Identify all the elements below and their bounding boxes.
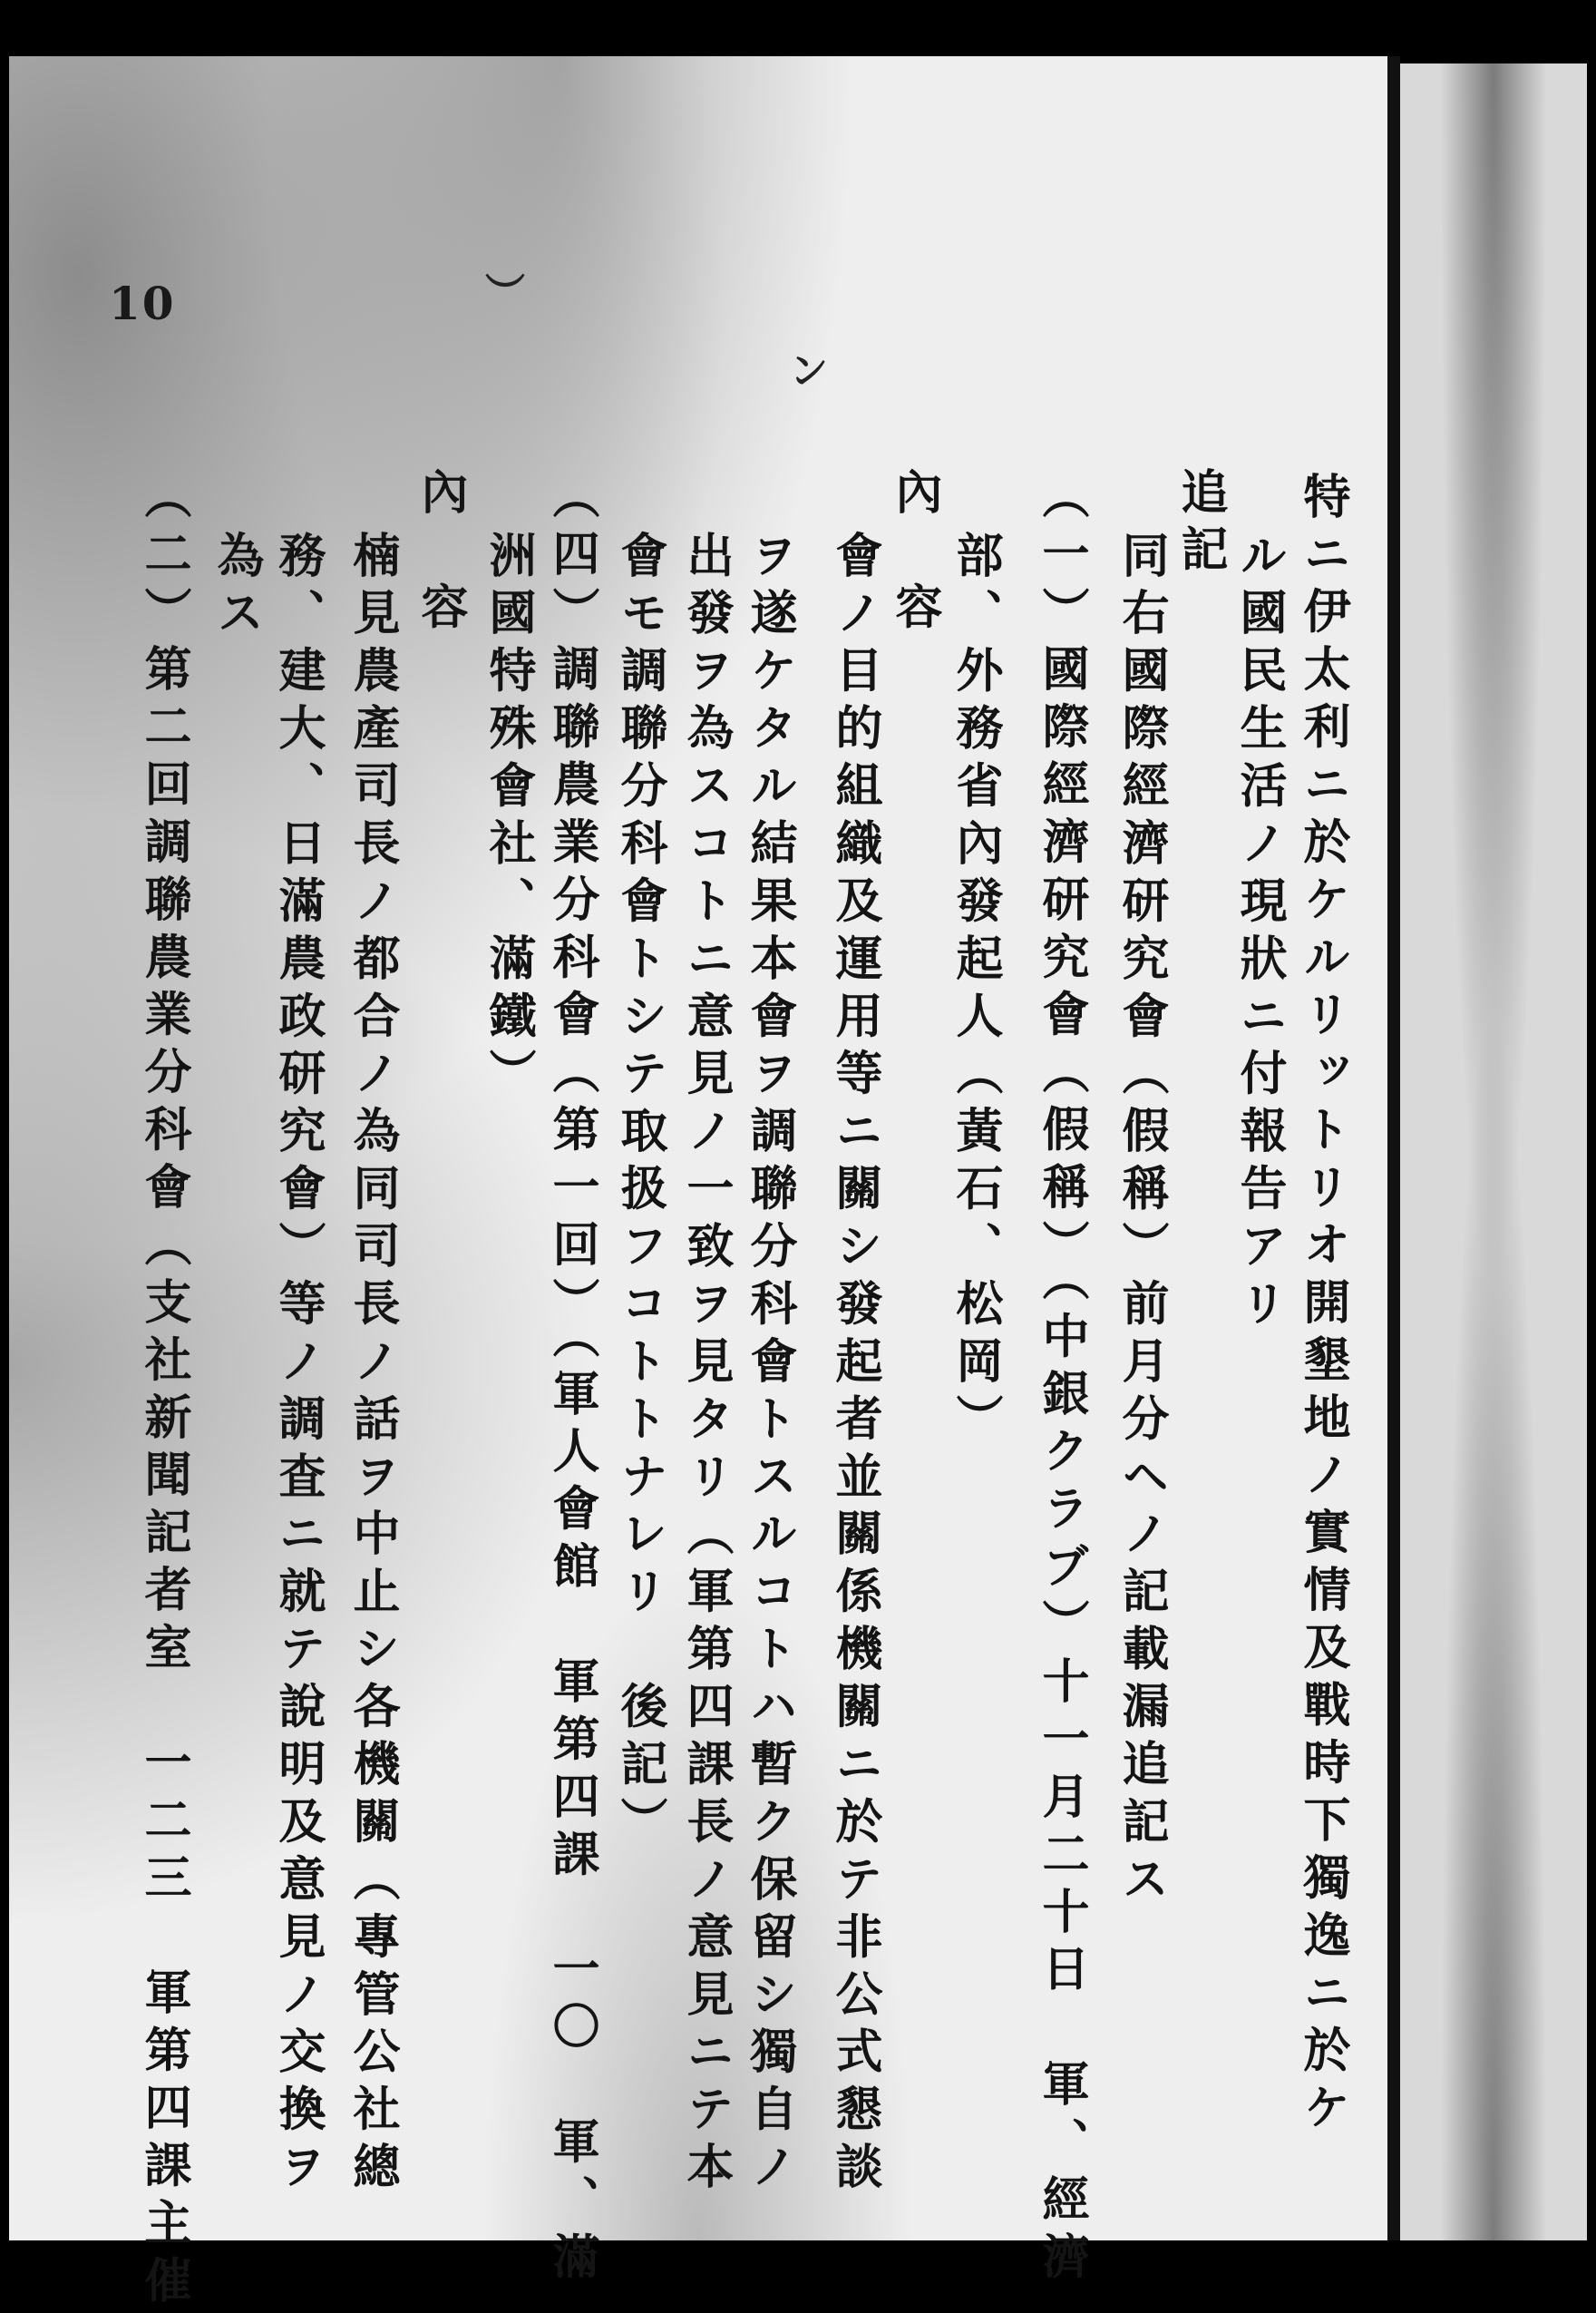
scan-artifact-mark: ） (478, 272, 524, 312)
text-column: （一）國際經濟研究會（假稱）（中銀クラブ）十一月二十日 軍、經濟 (1034, 472, 1089, 2290)
text-column: 內 容 (413, 467, 468, 640)
text-column: 會モ調聯分科會トシテ取扱フコトトナレリ 後記） (612, 531, 667, 1855)
text-column: 追記 (1173, 467, 1228, 582)
text-column: 特ニ伊太利ニ於ケルリットリオ開墾地ノ實情及戰時下獨逸ニ於ケ (1295, 472, 1350, 2141)
text-column: 部、外務省內發起人（黃石、松岡） (948, 531, 1003, 1452)
scan-artifact-mark: ン (782, 349, 828, 389)
text-column: 為ス (209, 531, 264, 646)
text-column: 楠見農產司長ノ都合ノ為同司長ノ話ヲ中止シ各機關（專管公社總 (345, 531, 400, 2200)
text-column: 出發ヲ為スコトニ意見ノ一致ヲ見タリ（軍第四課長ノ意見ニテ本 (678, 531, 734, 2200)
page-number: 10 (109, 277, 176, 330)
text-column: 同右國際經濟研究會（假稱）前月分ヘノ記載漏追記ス (1114, 531, 1169, 1912)
text-column: ヲ遂ケタル結果本會ヲ調聯分科會トスルコトハ暫ク保留シ獨自ノ (742, 531, 797, 2200)
text-column: ル國民生活ノ現狀ニ付報告アリ (1231, 531, 1287, 1337)
text-column: （四）調聯農業分科會（第一回）（軍人會館 軍第四課 一〇 軍、滿 (544, 472, 599, 2290)
text-column: 務、建大、日滿農政研究會）等ノ調査ニ就テ說明及意見ノ交換ヲ (270, 531, 326, 2200)
text-column: （二）第二回調聯農業分科會（支社新聞記者室 一二三 軍第四課主催 (136, 472, 191, 2313)
text-column: 內 容 (887, 467, 942, 640)
text-column: 洲國特殊會社、滿鐵） (481, 531, 536, 1107)
adjacent-page-edge (1400, 63, 1587, 2240)
text-column: 會ノ目的組織及運用等ニ關シ發起者並關係機關ニ於テ非公式懇談 (827, 531, 882, 2200)
page-fold (1387, 56, 1400, 2240)
